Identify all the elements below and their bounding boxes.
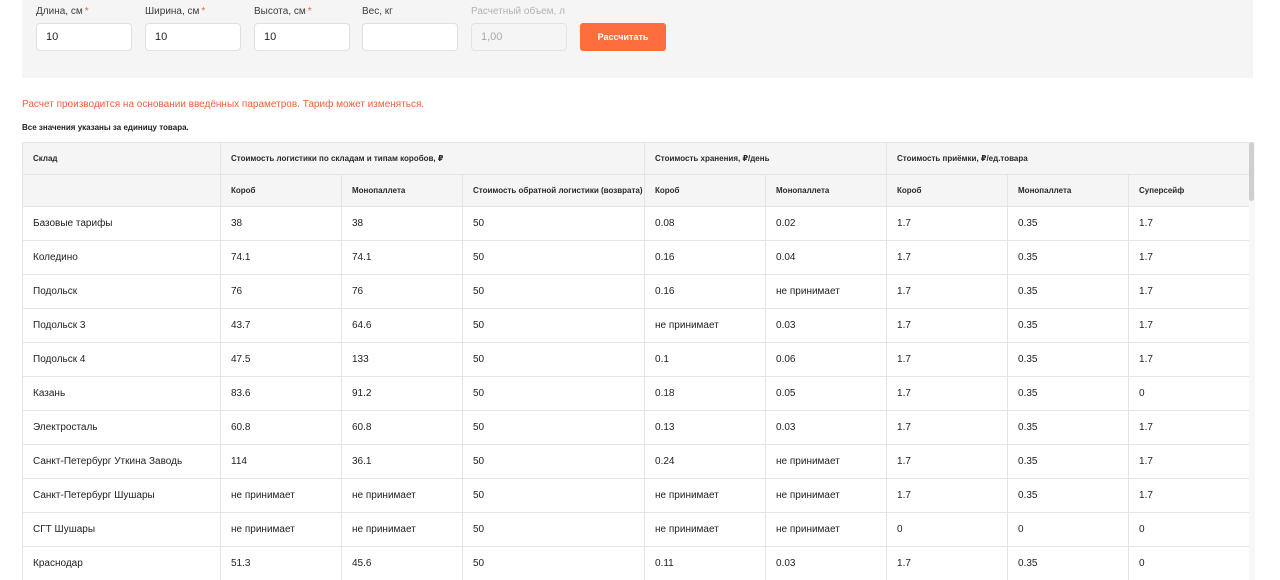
table-row xyxy=(23,275,1250,309)
required-mark: * xyxy=(307,6,312,17)
calculation-notice: Расчет производится на основании введённых параметров. Тариф может изменяться. xyxy=(22,99,425,110)
table-cell: 133 xyxy=(342,343,463,377)
table-cell: не принимает xyxy=(766,445,887,479)
table-cell: 0.35 xyxy=(1008,309,1129,343)
warehouse-name-cell: Электросталь xyxy=(23,411,221,445)
unit-note: Все значения указаны за единицу товара. xyxy=(22,123,189,132)
table-cell: 43.7 xyxy=(221,309,342,343)
tariff-table-container xyxy=(22,142,1249,580)
header-acceptance-box: Короб xyxy=(887,175,1008,207)
table-cell: 0.08 xyxy=(645,207,766,241)
table-cell: 0 xyxy=(1129,377,1249,411)
table-cell: 0.03 xyxy=(766,547,887,580)
table-cell: 50 xyxy=(463,547,645,580)
table-cell: 1.7 xyxy=(887,445,1008,479)
calculate-button[interactable]: Рассчитать xyxy=(580,23,666,51)
table-row xyxy=(23,479,1250,513)
header-logistics-return: Стоимость обратной логистики (возврата) xyxy=(463,175,645,207)
length-label: Длина, см * xyxy=(36,6,89,17)
header-empty xyxy=(23,175,221,207)
table-cell: 0.03 xyxy=(766,309,887,343)
calculator-form xyxy=(22,0,1253,78)
table-cell: 1.7 xyxy=(1129,309,1249,343)
table-cell: 114 xyxy=(221,445,342,479)
table-cell: 1.7 xyxy=(1129,241,1249,275)
table-cell: не принимает xyxy=(221,479,342,513)
header-storage-pallet: Монопаллета xyxy=(766,175,887,207)
table-cell: не принимает xyxy=(342,513,463,547)
table-group-header-row xyxy=(23,143,1250,175)
header-logistics-box: Короб xyxy=(221,175,342,207)
table-cell: 50 xyxy=(463,241,645,275)
table-scrollbar-thumb[interactable] xyxy=(1249,142,1254,201)
width-label: Ширина, см * xyxy=(145,6,206,17)
table-cell: 38 xyxy=(221,207,342,241)
table-cell: 50 xyxy=(463,411,645,445)
table-cell: 0.04 xyxy=(766,241,887,275)
table-cell: 1.7 xyxy=(1129,411,1249,445)
header-logistics-pallet: Монопаллета xyxy=(342,175,463,207)
table-cell: 0.03 xyxy=(766,411,887,445)
table-cell: 1.7 xyxy=(887,479,1008,513)
table-cell: 0 xyxy=(1129,547,1249,580)
table-cell: 0.13 xyxy=(645,411,766,445)
table-cell: 0.1 xyxy=(645,343,766,377)
table-cell: 0.35 xyxy=(1008,479,1129,513)
table-cell: 83.6 xyxy=(221,377,342,411)
table-cell: 50 xyxy=(463,309,645,343)
table-cell: не принимает xyxy=(766,513,887,547)
table-cell: 0.35 xyxy=(1008,377,1129,411)
header-acceptance-pallet: Монопаллета xyxy=(1008,175,1129,207)
length-input[interactable] xyxy=(36,23,132,51)
table-cell: не принимает xyxy=(645,513,766,547)
header-acceptance: Стоимость приёмки, ₽/ед.товара xyxy=(887,143,1249,175)
table-cell: 0.24 xyxy=(645,445,766,479)
header-storage-box: Короб xyxy=(645,175,766,207)
table-cell: 1.7 xyxy=(887,207,1008,241)
table-row xyxy=(23,343,1250,377)
table-cell: 0.02 xyxy=(766,207,887,241)
height-label: Высота, см * xyxy=(254,6,312,17)
width-input[interactable] xyxy=(145,23,241,51)
table-cell: 0.35 xyxy=(1008,547,1129,580)
table-sub-header-row xyxy=(23,175,1250,207)
table-cell: 38 xyxy=(342,207,463,241)
tariff-table xyxy=(22,142,1249,580)
table-row xyxy=(23,513,1250,547)
table-cell: 1.7 xyxy=(887,377,1008,411)
table-body xyxy=(23,207,1250,580)
table-cell: 76 xyxy=(221,275,342,309)
table-cell: не принимает xyxy=(645,309,766,343)
table-cell: не принимает xyxy=(221,513,342,547)
table-cell: 1.7 xyxy=(1129,343,1249,377)
table-cell: не принимает xyxy=(645,479,766,513)
header-acceptance-supersafe: Суперсейф xyxy=(1129,175,1249,207)
header-storage: Стоимость хранения, ₽/день xyxy=(645,143,887,175)
table-scrollbar-track[interactable] xyxy=(1249,142,1255,580)
table-cell: 0.35 xyxy=(1008,275,1129,309)
table-cell: 51.3 xyxy=(221,547,342,580)
table-cell: 64.6 xyxy=(342,309,463,343)
table-cell: 1.7 xyxy=(887,241,1008,275)
table-cell: 0.11 xyxy=(645,547,766,580)
table-cell: 50 xyxy=(463,445,645,479)
warehouse-name-cell: Коледино xyxy=(23,241,221,275)
table-cell: 91.2 xyxy=(342,377,463,411)
table-cell: 1.7 xyxy=(887,309,1008,343)
table-cell: 1.7 xyxy=(1129,207,1249,241)
weight-input[interactable] xyxy=(362,23,458,51)
table-cell: 1.7 xyxy=(887,275,1008,309)
warehouse-name-cell: Казань xyxy=(23,377,221,411)
header-warehouse: Склад xyxy=(23,143,221,175)
table-cell: 0.16 xyxy=(645,241,766,275)
header-logistics: Стоимость логистики по складам и типам коробов, ₽ xyxy=(221,143,645,175)
table-row xyxy=(23,445,1250,479)
weight-label: Вес, кг xyxy=(362,6,393,17)
warehouse-name-cell: Подольск 3 xyxy=(23,309,221,343)
table-cell: 0.18 xyxy=(645,377,766,411)
table-cell: 74.1 xyxy=(221,241,342,275)
table-cell: 45.6 xyxy=(342,547,463,580)
table-cell: 0.35 xyxy=(1008,343,1129,377)
table-cell: 0 xyxy=(1008,513,1129,547)
table-cell: 76 xyxy=(342,275,463,309)
volume-label: Расчетный объем, л xyxy=(471,6,565,17)
table-cell: 1.7 xyxy=(1129,275,1249,309)
table-cell: 36.1 xyxy=(342,445,463,479)
table-cell: 50 xyxy=(463,207,645,241)
table-row xyxy=(23,241,1250,275)
table-row xyxy=(23,411,1250,445)
table-cell: 0.16 xyxy=(645,275,766,309)
warehouse-name-cell: Подольск xyxy=(23,275,221,309)
table-cell: 74.1 xyxy=(342,241,463,275)
table-cell: 47.5 xyxy=(221,343,342,377)
table-cell: 0.35 xyxy=(1008,207,1129,241)
table-cell: 50 xyxy=(463,479,645,513)
warehouse-name-cell: Краснодар xyxy=(23,547,221,580)
table-cell: не принимает xyxy=(342,479,463,513)
required-mark: * xyxy=(84,6,89,17)
table-cell: 0 xyxy=(887,513,1008,547)
table-cell: 50 xyxy=(463,513,645,547)
table-cell: 1.7 xyxy=(887,411,1008,445)
warehouse-name-cell: Санкт-Петербург Шушары xyxy=(23,479,221,513)
warehouse-name-cell: Санкт-Петербург Уткина Заводь xyxy=(23,445,221,479)
warehouse-name-cell: СГТ Шушары xyxy=(23,513,221,547)
table-cell: не принимает xyxy=(766,275,887,309)
table-cell: 0.35 xyxy=(1008,241,1129,275)
table-cell: 60.8 xyxy=(221,411,342,445)
volume-output xyxy=(471,23,567,51)
table-cell: 0 xyxy=(1129,513,1249,547)
table-cell: 1.7 xyxy=(887,547,1008,580)
table-cell: не принимает xyxy=(766,479,887,513)
table-cell: 60.8 xyxy=(342,411,463,445)
table-cell: 1.7 xyxy=(1129,445,1249,479)
table-row xyxy=(23,377,1250,411)
table-cell: 0.05 xyxy=(766,377,887,411)
table-cell: 50 xyxy=(463,343,645,377)
required-mark: * xyxy=(201,6,206,17)
table-row xyxy=(23,207,1250,241)
table-cell: 0.06 xyxy=(766,343,887,377)
table-row xyxy=(23,547,1250,580)
height-input[interactable] xyxy=(254,23,350,51)
table-cell: 0.35 xyxy=(1008,445,1129,479)
table-cell: 50 xyxy=(463,377,645,411)
table-cell: 50 xyxy=(463,275,645,309)
table-cell: 0.35 xyxy=(1008,411,1129,445)
table-row xyxy=(23,309,1250,343)
table-cell: 1.7 xyxy=(1129,479,1249,513)
table-cell: 1.7 xyxy=(887,343,1008,377)
warehouse-name-cell: Базовые тарифы xyxy=(23,207,221,241)
warehouse-name-cell: Подольск 4 xyxy=(23,343,221,377)
